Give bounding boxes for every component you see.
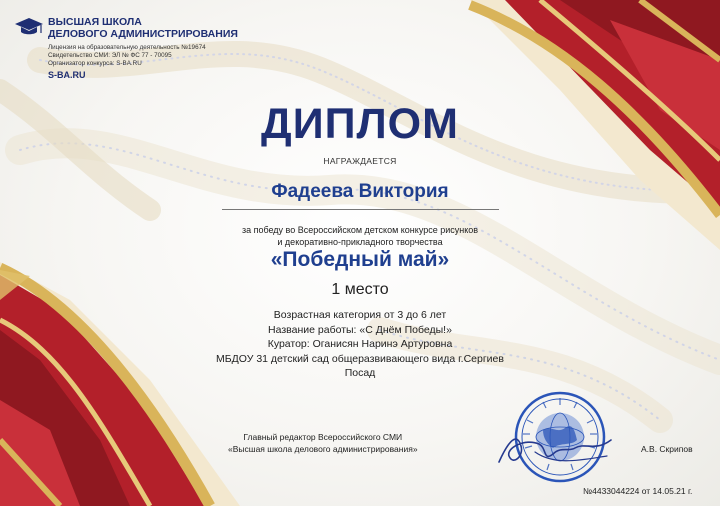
curator: Куратор: Оганисян Наринэ Артуровна xyxy=(267,338,453,350)
participant-details xyxy=(216,308,504,381)
editor-credit-line1: Главный редактор Всероссийского СМИ xyxy=(243,432,403,442)
age-category: Возрастная категория от 3 до 6 лет xyxy=(273,309,447,321)
handwritten-signature xyxy=(495,422,615,472)
award-reason xyxy=(242,224,478,248)
license-text: Лицензия на образовательную деятельность №19674 xyxy=(48,44,206,51)
media-certificate-text: Свидетельство СМИ: ЭЛ № ФС 77 - 70095 xyxy=(48,52,172,59)
award-reason-line2: и декоративно-прикладного творчества xyxy=(277,237,443,247)
recipient-name: Фадеева Виктория xyxy=(271,181,449,202)
editor-credit-line2: «Высшая школа делового администрирования» xyxy=(228,444,418,454)
signer-name: А.В. Скрипов xyxy=(641,444,693,454)
ribbon-top-right xyxy=(470,0,720,250)
graduation-cap-icon xyxy=(14,17,44,37)
place-awarded: 1 место xyxy=(331,281,389,298)
institution-line1: МБДОУ 31 детский сад общеразвивающего вида г.Сергиев xyxy=(216,352,504,365)
contest-organizer-text: Организатор конкурса: S-BA.RU xyxy=(48,60,142,67)
contest-name: «Победный май» xyxy=(270,248,450,271)
editor-credit xyxy=(228,431,418,455)
organizer-name-line1: ВЫСШАЯ ШКОЛА xyxy=(48,16,142,28)
award-reason-line1: за победу во Всероссийском детском конкурсе рисунков xyxy=(241,225,479,235)
institution-line2: Посад xyxy=(344,367,376,379)
organizer-name-line2: ДЕЛОВОГО АДМИНИСТРИРОВАНИЯ xyxy=(48,28,238,40)
organizer-site: S-BA.RU xyxy=(48,70,86,80)
recipient-underline xyxy=(222,209,499,210)
diploma-title: ДИПЛОМ xyxy=(261,100,459,148)
work-title: Название работы: «С Днём Победы!» xyxy=(268,323,452,336)
awarded-label: НАГРАЖДАЕТСЯ xyxy=(323,156,397,166)
ribbon-bottom-left xyxy=(0,262,240,506)
certificate-number: №4433044224 от 14.05.21 г. xyxy=(583,486,693,496)
organizer-name xyxy=(48,16,238,40)
